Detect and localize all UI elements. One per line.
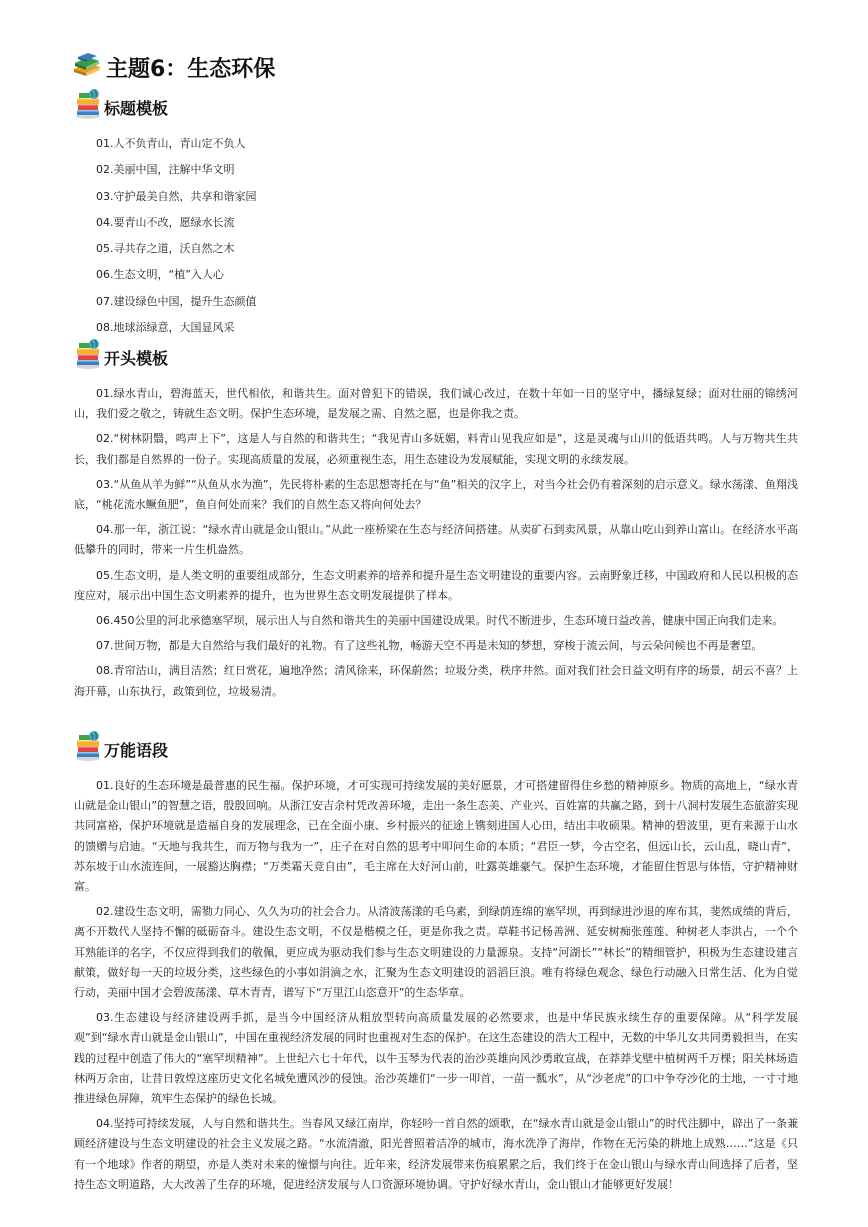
paragraph: 04.坚持可持续发展，人与自然和谐共生。当春风又绿江南岸，你轻吟一首自然的颂歌，在“绿水青山就是金山银山”的时代注脚中，辟出了一条兼顾经济建设与生态文明建设的社会主义发展之路。“水流清澈，阳光普照着洁净的城市，海水洗净了海岸，作物在无污染的耕地上成熟……”这是《只有一个地球》作者的期望，亦是人类对未来的憧憬与向往。近年来，经济发展带来伤痕累累之后，我们终于在金山银山与绿水青山间选择了后者，坚持生态文明道路，大大改善了生存的环境，促进经济发展与人口资源环境协调。守护好绿水青山，金山银山才能够更好发展！: [74, 1117, 798, 1191]
list-item: 01.人不负青山，青山定不负人: [96, 137, 246, 150]
main-title: [72, 50, 275, 84]
list-item: 08.地球添绿意，大国显风采: [96, 321, 235, 335]
books-stack-icon: [72, 51, 102, 83]
section-title: 万能语段: [104, 741, 169, 760]
headline-list: [96, 131, 257, 341]
openings-body: [74, 384, 798, 707]
paragraph: 01.绿水青山，碧海蓝天，世代相依，和谐共生。面对曾犯下的错误，我们诚心改过，在数十年如一日的坚守中，播绿复绿；面对壮丽的锦绣河山，我们爱之敬之，铸就生态文明。保护生态环境，是发展之需、自然之愿，也是你我之责。: [74, 387, 798, 421]
page-title: 主题6：生态环保: [106, 56, 276, 82]
books-globe-icon: [74, 730, 102, 766]
paragraph: 06.450公里的河北承德塞罕坝，展示出人与自然和谐共生的美丽中国建设成果。时代不断进步，生态环境日益改善，健康中国正向我们走来。: [96, 614, 784, 628]
books-globe-icon: [74, 338, 102, 374]
list-item: 06.生态文明，“植”入人心: [96, 268, 224, 282]
list-item: 03.守护最美自然，共享和谐家园: [96, 189, 257, 203]
paragraph: 03.生态建设与经济建设两手抓，是当今中国经济从粗放型转向高质量发展的必然要求，也是中华民族永续生存的重要保障。从“科学发展观”到“绿水青山就是金山银山”，中国在重视经济发展的同时也重视对生态的保护。在这生态建设的浩大工程中，无数的中华儿女共同勇毅担当，在实践的过程中创造了伟大的“塞罕坝精神”。上世纪六七十年代，以牛玉琴为代表的治沙英雄向风沙勇敢宣战，在莽莽戈壁中植树两千万棵；阳关林场造林两万余亩，让昔日敦煌这座历史文化名城免遭风沙的侵蚀。治沙英雄们“一步一叩首，一苗一瓢水”，从“沙老虎”的口中争夺沙化的土地，一寸寸地推进绿色屏障，筑牢生态保护的绿色长城。: [74, 1011, 798, 1106]
section-title: 开头模板: [104, 349, 169, 368]
books-globe-icon: [74, 88, 102, 124]
list-item: 02.美丽中国，注解中华文明: [96, 163, 235, 177]
paragraph: 02.“树林阴翳，鸣声上下”，这是人与自然的和谐共生；“我见青山多妩媚，料青山见我应如是”，这是灵魂与山川的低语共鸣。人与万物共生共长，我们都是自然界的一份子。实现高质量的发展，必须重视生态，用生态建设为发展赋能，实现文明的永续发展。: [74, 432, 798, 466]
section-heading-headlines: [74, 90, 168, 124]
universal-body: [74, 776, 798, 1200]
list-item: 05.寻共存之道，沃自然之木: [96, 242, 235, 256]
list-item: 04.要青山不改，愿绿水长流: [96, 215, 235, 229]
paragraph: 05.生态文明，是人类文明的重要组成部分，生态文明素养的培养和提升是生态文明建设的重要内容。云南野象迁移，中国政府和人民以积极的态度应对，展示出中国生态文明素养的提升，也为世界生态文明发展提供了样本。: [74, 568, 798, 602]
paragraph: 08.青帘沽山，满目洁然；红日赏花，遍地净然；清风徐来，环保蔚然；垃圾分类，秩序井然。面对我们社会日益文明有序的场景，胡云不喜？上海开幕，山东执行，政策到位，垃圾易清。: [74, 664, 798, 698]
list-item: 07.建设绿色中国，提升生态颜值: [96, 294, 257, 308]
paragraph: 07.世间万物，都是大自然给与我们最好的礼物。有了这些礼物，畅游天空不再是未知的梦想，穿梭于流云间，与云朵问候也不再是奢望。: [96, 639, 763, 653]
section-heading-openings: [74, 340, 168, 374]
paragraph: 02.建设生态文明，需勠力同心、久久为功的社会合力。从清波荡漾的毛乌素，到绿荫连绵的塞罕坝，再到绿进沙退的库布其，斐然成绩的背后，离不开数代人坚持不懈的砥砺奋斗。建设生态文明，不仅是楷模之任，更是你我之责。草鞋书记杨善洲、延安树痴张莲莲、种树老人李洪占，一个个耳熟能详的名字，不仅应得到我们的敬佩，更应成为驱动我们参与生态文明建设的力量源泉。支持“河湖长”“林长”的精细管护，积极为生态建设建言献策，做好每一天的垃圾分类，这些绿色的小事如涓滴之水，汇聚为生态文明建设的滔滔巨浪。唯有将绿色观念、绿色行动融入日常生活、化为自觉行动，美丽中国才会碧波荡漾、草木青青，谱写下“万里江山恣意开”的生态华章。: [74, 905, 798, 1000]
paragraph: 04.那一年，浙江说：“绿水青山就是金山银山。”从此一座桥梁在生态与经济间搭建。从卖矿石到卖风景，从靠山吃山到养山富山。在经济水平高低攀升的同时，带来一片生机盎然。: [74, 523, 798, 557]
section-heading-universal: [74, 732, 168, 766]
section-title: 标题模板: [104, 99, 169, 118]
paragraph: 03.“从鱼从羊为鲜”“从鱼从水为渔”，先民将朴素的生态思想寄托在与“鱼”相关的汉字上，对当今社会仍有着深刻的启示意义。绿水荡漾、鱼翔浅底，“桃花流水鳜鱼肥”，鱼自何处而来？我们的自然生态又将向何处去？: [74, 477, 798, 512]
paragraph: 01.良好的生态环境是最普惠的民生福。保护环境，才可实现可持续发展的美好愿景，才可搭建留得住乡愁的精神原乡。物质的高地上，“绿水青山就是金山银山”的智慧之语，殷殷回响。从浙江安吉余村凭改善环境，走出一条生态美、产业兴、百姓富的共赢之路，到十八洞村发展生态旅游实现共同富裕，保护环境就是造福自身的发展理念，已在全面小康、乡村振兴的征途上镌刻进国人心田，结出丰收硕果。精神的碧波里，更有来源于山水的馈赠与启迪。“天地与我共生，而万物与我为一”，庄子在对自然的思考中叩问生命的本质；“君臣一梦，今古空名，但远山长，云山乱，晓山青”，苏东坡于山水流连间，一展豁达胸襟；“万类霜天竞自由”，毛主席在大好河山前，吐露英雄豪气。保护生态环境，才能留住哲思与体悟，守护精神财富。: [74, 779, 798, 894]
